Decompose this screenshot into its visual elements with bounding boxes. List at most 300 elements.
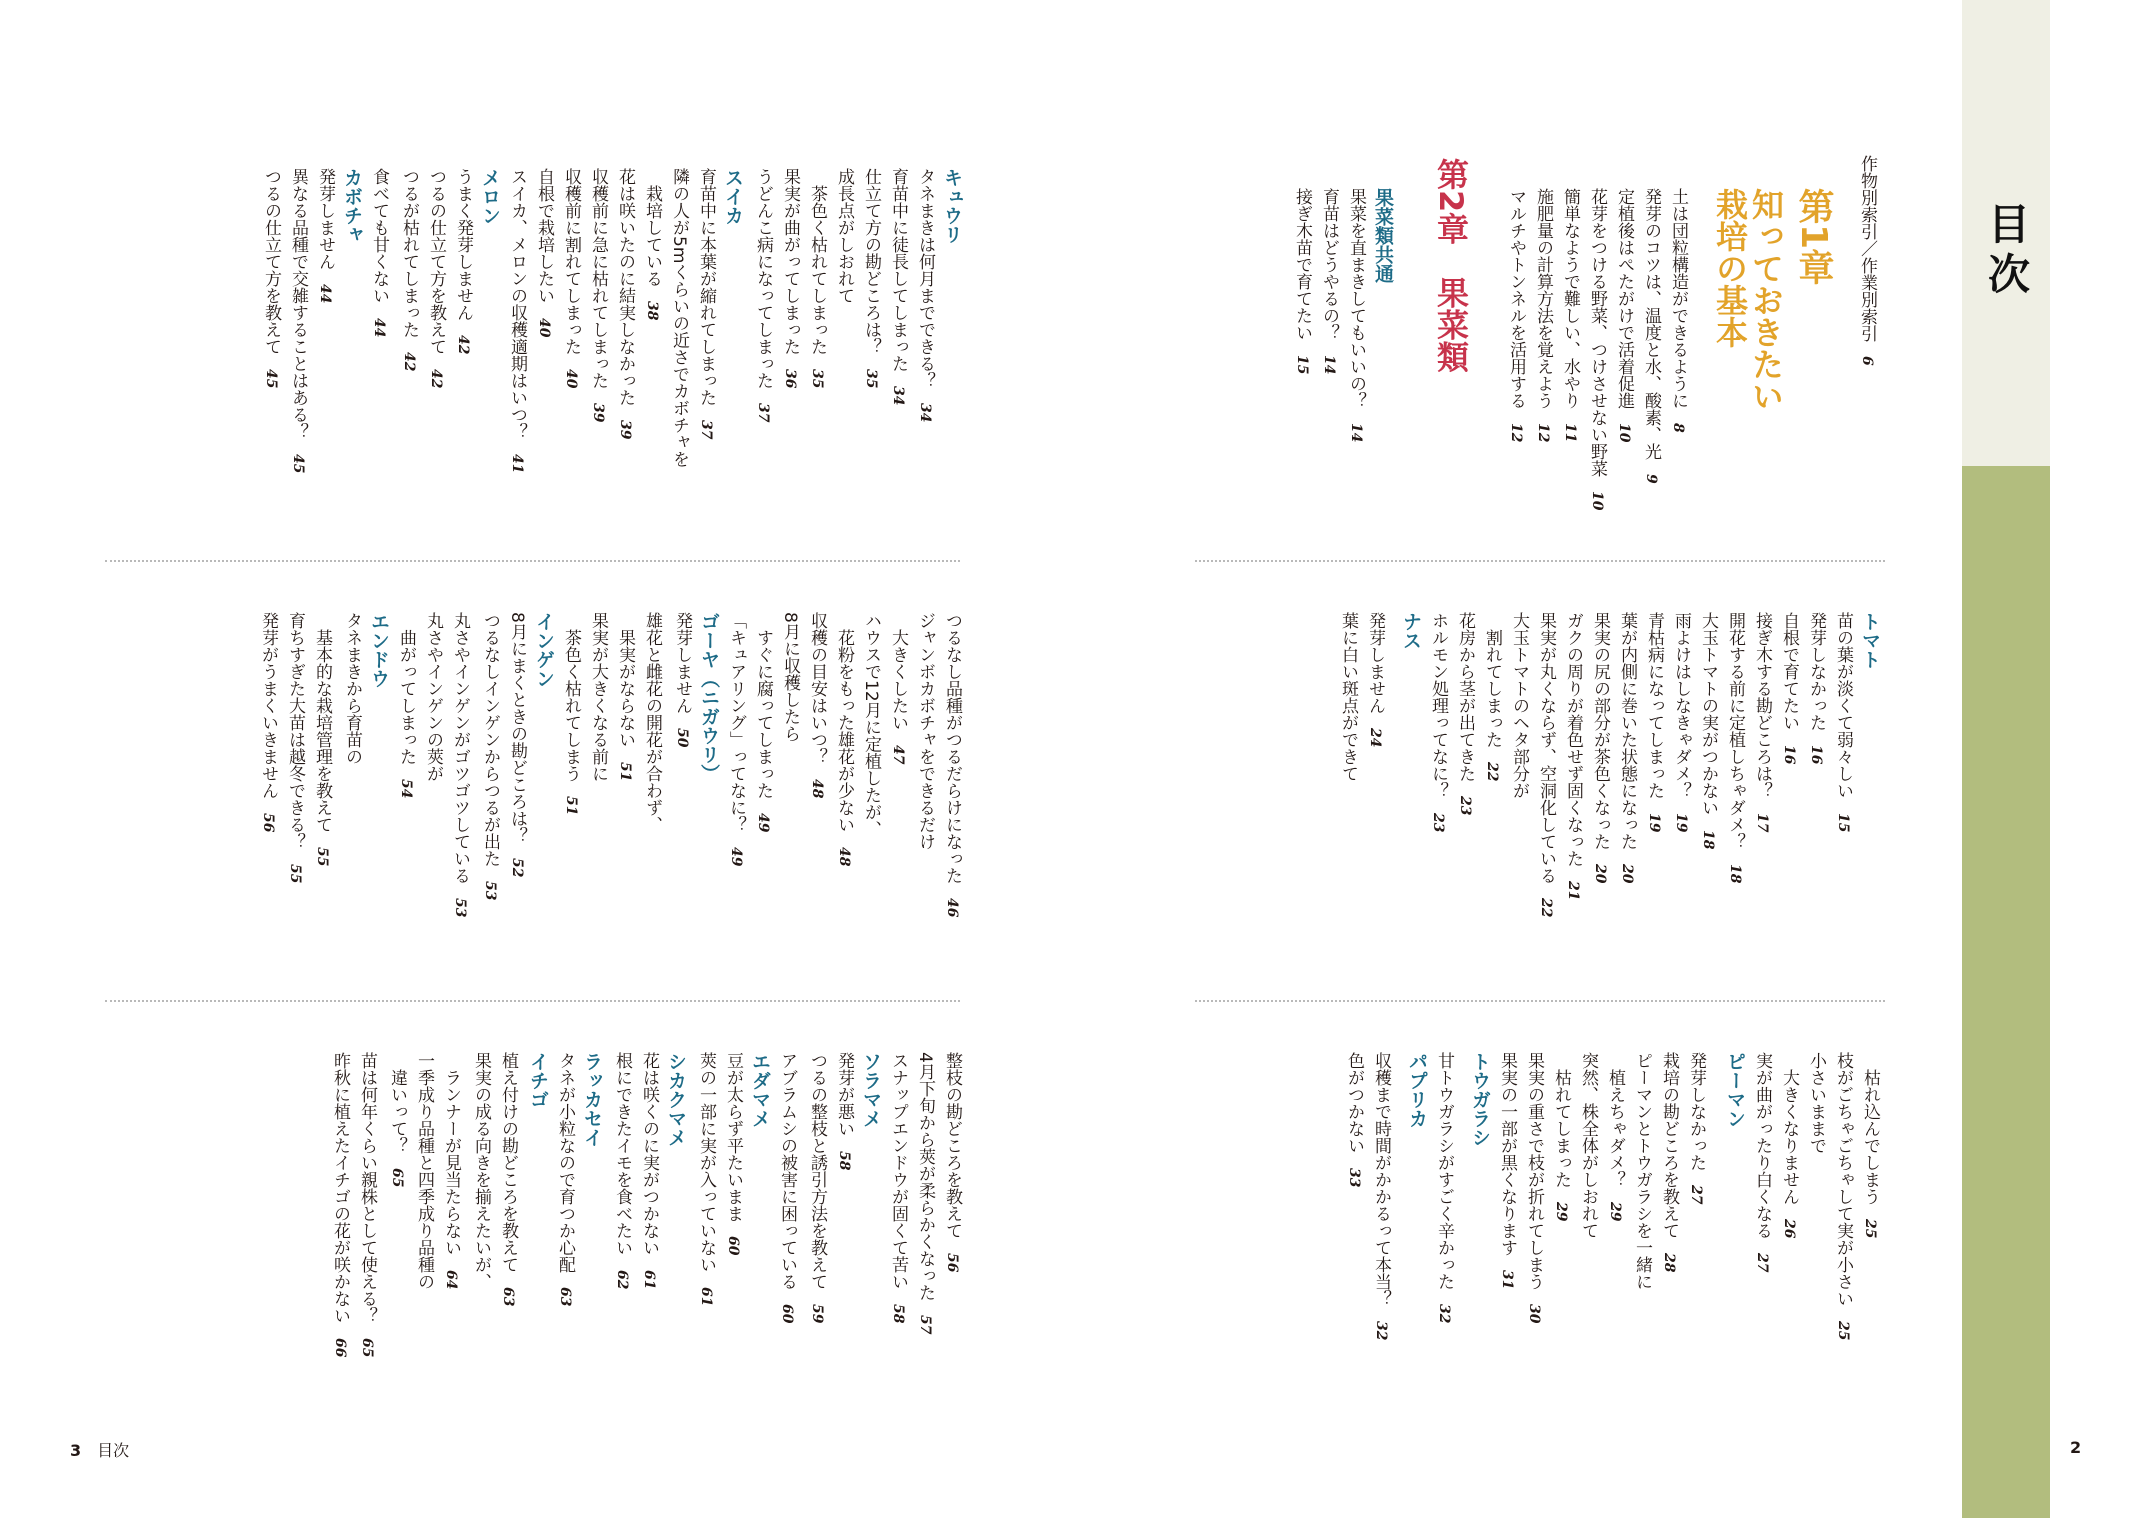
toc-page-number: 58 [890,1304,906,1324]
toc-entry-title: 根にできたイモを食べたい [612,1052,632,1256]
toc-entry-title: 果実が丸くならず、空洞化している [1536,612,1556,884]
section-heading [1407,1052,1427,1432]
toc-entry [1551,1052,1571,1432]
toc-page-number: 57 [917,1314,933,1335]
toc-entry [312,612,332,992]
toc-entry-title: 基本的な栽培管理を教えて [312,612,332,833]
toc-entry-title: 発芽が悪い [834,1052,854,1137]
toc-entry-title: 8月にまくときの勘どころは？ [507,612,527,844]
toc-entry-title: 果実の一部が黒くなります [1497,1052,1517,1256]
toc-entry [777,1052,797,1432]
toc-entry [1686,1052,1706,1432]
toc-page-number: 20 [1619,864,1635,884]
section-heading-text: ナス [1400,612,1422,650]
section-heading [750,1052,770,1432]
toc-entry-title: スイカ、メロンの収穫適期はいつ？ [507,168,527,440]
section-heading-text: メロン [479,168,501,225]
toc-entry-title: 発芽しません [1365,612,1385,714]
toc-entry [834,168,854,548]
toc-entry [258,612,278,992]
toc-page-number: 36 [782,369,798,389]
toc-entry-title: 発芽がうまくいきません [258,612,278,799]
toc-entry-title: つるが枯れてしまった [399,168,419,338]
toc-entry [1698,612,1718,992]
toc-entry [1779,1052,1799,1432]
toc-entry-title: 接ぎ木する勘どころは？ [1752,612,1772,799]
toc-entry [861,612,881,992]
toc-page-number: 27 [1754,1253,1770,1273]
section-heading [1470,1052,1490,1432]
toc-entry [1563,612,1583,992]
toc-entry-title: 植え付けの勘どころを教えて [498,1052,518,1273]
toc-page-number: 53 [482,881,498,901]
toc-entry [1497,1052,1517,1432]
toc-entry-title: 発芽しません [672,612,692,714]
section-heading [666,1052,686,1432]
toc-entry [399,168,419,548]
toc-entry [1806,1052,1826,1432]
toc-page-number: 34 [890,386,906,406]
toc-page-number: 50 [674,728,690,748]
toc-entry-title: 成長点がしおれて [834,168,854,304]
toc-entry [1641,188,1661,568]
toc-entry-title: 苗は何年くらい親株として使える？ [357,1052,377,1324]
toc-page-number: 65 [359,1338,375,1358]
toc-entry [561,612,581,992]
toc-entry-title: 収穫前に割れてしまった [561,168,581,355]
toc-entry-title: 定植後はぺたがけで活着促進 [1614,188,1634,409]
toc-entry-title: 枯れ込んでしまう [1860,1052,1880,1205]
toc-entry [834,612,854,992]
toc-page-number: 24 [1367,728,1383,748]
separator [1195,1000,1885,1002]
toc-entry [723,1052,743,1432]
toc-entry-title: 莢の一部に実が入っていない [696,1052,716,1273]
toc-page-number: 51 [563,796,579,816]
toc-entry [612,1052,632,1432]
toc-entry [414,1052,434,1432]
section-heading-text: スイカ [722,168,744,225]
toc-entry-title: 育ちすぎた大苗は越冬できる？ [285,612,305,850]
toc-entry-title: 仕立て方の勘どころは？ [861,168,881,355]
toc-entry [588,168,608,548]
toc-entry [1806,612,1826,992]
chapter-heading [1748,188,1784,568]
toc-entry [1434,1052,1454,1432]
toc-page-number: 60 [779,1304,795,1324]
toc-page-number: 55 [314,847,330,867]
toc-entry-title: 曲がってしまった [396,612,416,765]
toc-entry [1587,188,1607,568]
section-heading-text: パプリカ [1406,1052,1428,1128]
toc-entry [780,168,800,548]
toc-entry [1752,1052,1772,1432]
toc-page-number: 33 [1346,1168,1362,1188]
toc-entry-title: 小さいままで [1806,1052,1826,1154]
toc-page-number: 39 [590,403,606,423]
toc-entry [534,168,554,548]
section-heading [480,168,500,548]
running-header: 目次 [97,1441,130,1460]
chapter-heading [1793,188,1833,568]
toc-entry [1578,1052,1598,1432]
toc-entry-title: ピーマンとトウガラシを一緒に [1632,1052,1652,1290]
toc-entry [561,168,581,548]
toc-page-number: 37 [698,420,714,440]
toc-entry [942,612,962,992]
toc-page-number: 39 [617,420,633,440]
toc-entry [726,612,746,992]
toc-entry [1455,612,1475,992]
toc-entry-title: 果実が大きくなる前に [588,612,608,782]
toc-page-number: 44 [371,318,387,338]
section-heading-text: エダマメ [749,1052,771,1128]
toc-entry [807,612,827,992]
toc-page-number: 48 [809,779,825,799]
toc-entry [780,612,800,992]
toc-page-number: 64 [443,1270,459,1290]
toc-entry [480,612,500,992]
toc-entry-title: 果実の成る向きを揃えたいが、 [471,1052,491,1290]
toc-entry-title: 苗の葉が淡くて弱々しい [1833,612,1853,799]
chapter-heading [1433,158,1469,538]
toc-page-number: 45 [290,454,306,474]
toc-entry-title: 色がつかない [1344,1052,1364,1154]
toc-entry-title: 丸さやインゲンがゴツゴツしている [450,612,470,884]
separator [105,1000,960,1002]
toc-entry-title: すぐに腐ってしまった [753,612,773,799]
toc-entry [834,1052,854,1432]
toc-page-number: 25 [1835,1321,1851,1341]
toc-page-number: 65 [389,1168,405,1188]
toc-entry-title: 茶色く枯れてしまう [561,612,581,782]
toc-entry-title: 収穫の目安はいつ？ [807,612,827,765]
chapter-heading-text: 知っておきたい [1747,188,1785,412]
section-heading [528,1052,548,1432]
toc-entry-title: 作物別索引／作業別索引 [1857,155,1877,342]
toc-entry-title: 青枯病になってしまった [1644,612,1664,799]
section-heading-text: エンドウ [368,612,390,688]
toc-page-number: 16 [1781,745,1797,765]
toc-entry [1605,1052,1625,1432]
toc-entry [1524,1052,1544,1432]
toc-page-number: 58 [836,1151,852,1171]
toc-entry [288,168,308,548]
toc-entry [1371,1052,1391,1432]
toc-entry-title: つるなしインゲンからつるが出た [480,612,500,867]
toc-entry-title: 茶色く枯れてしまった [807,168,827,355]
toc-entry-title: 実が曲がったり白くなる [1752,1052,1772,1239]
toc-entry-title: 豆が太らず平たいまま [723,1052,743,1222]
section-heading [582,1052,602,1432]
section-heading-text: 果菜類共通 [1372,188,1394,283]
toc-entry [471,1052,491,1432]
toc-entry [915,168,935,548]
toc-entry [1428,612,1448,992]
toc-entry-title: ハウスで12月に定植したが、 [861,612,881,838]
toc-page-number: 49 [755,813,771,833]
toc-entry-title: 一季成り品種と四季成り品種の [414,1052,434,1290]
toc-page-number: 30 [1526,1304,1542,1324]
toc-entry [315,168,335,548]
section-heading-text: ラッカセイ [581,1052,603,1147]
section-heading [369,612,389,992]
toc-entry-title: 収穫前に急に枯れてしまった [588,168,608,389]
toc-entry [615,612,635,992]
toc-entry [1292,188,1312,568]
toc-entry-title: 果実の重さで枝が折れてしまう [1524,1052,1544,1290]
toc-entry-title: 整枝の勘どころを教えて [942,1052,962,1239]
toc-entry [507,168,527,548]
toc-entry [387,1052,407,1432]
toc-entry [330,1052,350,1432]
toc-entry-title: うまく発芽しません [453,168,473,321]
toc-entry-title: 栽培の勘どころを教えて [1659,1052,1679,1239]
toc-page-number: 32 [1436,1304,1452,1324]
toc-entry [615,168,635,548]
toc-page-number: 18 [1700,830,1716,850]
toc-entry [342,612,362,992]
toc-entry [261,168,281,548]
toc-entry [807,1052,827,1432]
toc-entry-title: 果菜を直まきしてもいいの？ [1346,188,1366,409]
toc-entry [396,612,416,992]
toc-entry-title: 果実がならない [615,612,635,748]
toc-page-number: 11 [1562,423,1578,443]
toc-entry-title: タネが小粒なので育つか心配 [555,1052,575,1273]
toc-entry-title: 「キュアリング」ってなに？ [726,612,746,833]
toc-entry [1857,155,1877,535]
toc-entry-title: 異なる品種で交雑することはある？ [288,168,308,440]
toc-page-number: 10 [1589,491,1605,511]
toc-page-number: 28 [1661,1253,1677,1273]
toc-page-number: 17 [1754,813,1770,833]
toc-entry [357,1052,377,1432]
toc-entry [1617,612,1637,992]
toc-entry-title: 隣の人が5mくらいの近さでカボチャを [669,168,689,468]
toc-page-number: 48 [836,847,852,867]
toc-entry-title: 発芽しなかった [1686,1052,1706,1171]
toc-page-number: 21 [1565,881,1581,901]
toc-entry [696,168,716,548]
toc-entry-title: 花房から茎が出てきた [1455,612,1475,782]
toc-entry [1319,188,1339,568]
toc-page-number: 47 [890,745,906,765]
toc-entry [441,1052,461,1432]
toc-entry [1509,612,1529,992]
toc-entry-title: 植えちゃダメ？ [1605,1052,1625,1188]
toc-entry [669,168,689,548]
toc-page-number: 56 [944,1253,960,1273]
section-heading [1373,188,1393,568]
toc-page-number: 19 [1673,813,1689,833]
toc-entry [1725,612,1745,992]
toc-entry [423,612,443,992]
toc-entry-title: 割れてしまった [1482,612,1502,748]
toc-entry [1533,188,1553,568]
toc-page-number: 23 [1430,813,1446,833]
toc-page-number: 55 [287,864,303,884]
toc-page-number: 12 [1535,423,1551,443]
toc-page-number: 9 [1643,474,1659,484]
toc-entry-title: 枯れてしまった [1551,1052,1571,1188]
toc-page-number: 31 [1499,1270,1515,1290]
section-heading [1860,612,1880,992]
section-heading-text: ピーマン [1724,1052,1746,1128]
toc-page-number: 40 [563,369,579,389]
toc-entry [639,1052,659,1432]
toc-entry-title: つるの仕立て方を教えて [261,168,281,355]
toc-entry-title: アブラムシの被害に困っている [777,1052,797,1290]
toc-entry-title: つるなし品種がつるだらけになった [942,612,962,884]
toc-entry [696,1052,716,1432]
toc-entry [1860,1052,1880,1432]
toc-entry-title: タネまきは何月までできる？ [915,168,935,389]
section-heading [1401,612,1421,992]
toc-entry-title: 発芽しません [315,168,335,270]
toc-entry [1614,188,1634,568]
section-heading-text: インゲン [533,612,555,688]
section-heading [942,168,962,548]
toc-entry [1752,612,1772,992]
toc-entry [1346,188,1366,568]
toc-entry-title: 葉が内側に巻いた状態になった [1617,612,1637,850]
section-heading-text: トウガラシ [1469,1052,1491,1147]
section-heading-text: ゴーヤ（ニガウリ） [698,612,720,783]
toc-entry [1779,612,1799,992]
toc-entry [753,168,773,548]
toc-entry [1659,1052,1679,1432]
toc-entry-title: 食べても甘くない [369,168,389,304]
toc-entry [888,612,908,992]
toc-entry-title: 大きくなりません [1779,1052,1799,1205]
toc-entry [1668,188,1688,568]
folio-left [70,1438,129,1461]
toc-entry [1506,188,1526,568]
toc-entry [753,612,773,992]
toc-entry-title: 発芽のコツは、温度と水、酸素、光 [1641,188,1661,460]
toc-entry-title: 甘トウガラシがすごく辛かった [1434,1052,1454,1290]
toc-entry [498,1052,518,1432]
toc-entry-title: タネまきから育苗の [342,612,362,765]
toc-page-number: 14 [1348,423,1364,443]
toc-entry-title: うどんこ病になってしまった [753,168,773,389]
toc-entry-title: ガクの周りが着色せず固くなった [1563,612,1583,867]
toc-entry-title: 育苗中に徒長してしまった [888,168,908,372]
chapter-heading-text: 第2章 果菜類 [1432,158,1470,373]
toc-page-number: 66 [332,1338,348,1358]
toc-page-number: 56 [260,813,276,833]
toc-entry-title: 栽培している [642,168,662,287]
toc-entry-title: 花は咲くのに実がつかない [639,1052,659,1256]
toc-page-number: 53 [452,898,468,918]
toc-entry-title: 4月下旬から莢が柔らかくなった [915,1052,935,1301]
toc-page-number: 6 [1859,356,1875,366]
toc-entry-title: 枝がごちゃごちゃして実が小さい [1833,1052,1853,1307]
toc-page-number: 22 [1484,762,1500,782]
toc-entry-title: ジャンボカボチャをできるだけ [915,612,935,850]
section-heading [534,612,554,992]
toc-entry-title: 土は団粒構造ができるように [1668,188,1688,409]
toc-page-number: 18 [1727,864,1743,884]
toc-entry-title: 接ぎ木苗で育てたい [1292,188,1312,341]
toc-entry [642,612,662,992]
toc-entry-title: 自根で育てたい [1779,612,1799,731]
toc-entry-title: 葉に白い斑点ができて [1338,612,1358,782]
toc-entry [807,168,827,548]
toc-page-number: 15 [1835,813,1851,833]
toc-page-number: 38 [644,301,660,321]
toc-entry-title: つるの仕立て方を教えて [426,168,446,355]
toc-page-number: 42 [428,369,444,389]
toc-page-number: 59 [809,1304,825,1324]
toc-entry [1671,612,1691,992]
toc-entry [672,612,692,992]
chapter-heading-text: 第1章 [1793,188,1834,286]
toc-page-number: 44 [317,284,333,304]
toc-entry-title: 花芽をつける野菜、つけさせない野菜 [1587,188,1607,477]
toc-entry [555,1052,575,1432]
section-heading [861,1052,881,1432]
toc-page-number: 52 [509,857,525,878]
toc-entry [426,168,446,548]
toc-page-number: 26 [1781,1219,1797,1239]
section-heading [1725,1052,1745,1432]
toc-entry [588,612,608,992]
toc-page-number: 32 [1373,1321,1389,1341]
toc-page-number: 41 [509,454,525,474]
toc-entry-title: 育苗はどうやるの？ [1319,188,1339,341]
toc-page-number: 23 [1457,796,1473,816]
section-heading-text: カボチャ [341,168,363,244]
toc-entry [642,168,662,548]
page-number-left: 3 [70,1441,82,1460]
toc-page-number: 49 [728,847,744,867]
toc-page-number: 35 [863,369,879,389]
toc-page-number: 51 [617,762,633,782]
toc-page-number: 10 [1616,423,1632,443]
toc-entry-title: 8月に収穫したら [780,612,800,742]
toc-entry [1833,612,1853,992]
page-number-right: 2 [2070,1438,2082,1457]
toc-entry [507,612,527,992]
toc-title: 目次 [1982,202,2031,302]
toc-page-number: 54 [398,779,414,799]
toc-page-number: 42 [455,335,471,355]
toc-page-number: 46 [944,898,960,918]
toc-page-number: 25 [1862,1219,1878,1239]
toc-page-number: 29 [1553,1202,1569,1222]
toc-entry [285,612,305,992]
separator [105,560,960,562]
toc-page-number: 19 [1646,813,1662,833]
toc-entry [888,168,908,548]
toc-page-number: 8 [1670,423,1686,433]
toc-entry [861,168,881,548]
toc-page-number: 22 [1538,898,1554,918]
toc-entry-title: 突然、株全体がしおれて [1578,1052,1598,1239]
toc-entry-title: 昨秋に植えたイチゴの花が咲かない [330,1052,350,1324]
toc-entry-title: つるの整枝と誘引方法を教えて [807,1052,827,1290]
toc-entry-title: 育苗中に本葉が縮れてしまった [696,168,716,406]
toc-page-number: 34 [917,403,933,423]
toc-entry-title: ホルモン処理ってなに？ [1428,612,1448,799]
section-heading-text: キュウリ [941,168,963,244]
toc-entry [915,1052,935,1432]
toc-entry-title: 施肥量の計算方法を覚えよう [1533,188,1553,409]
toc-entry-title: 収穫まで時間がかかるって本当？ [1371,1052,1391,1307]
section-heading [342,168,362,548]
